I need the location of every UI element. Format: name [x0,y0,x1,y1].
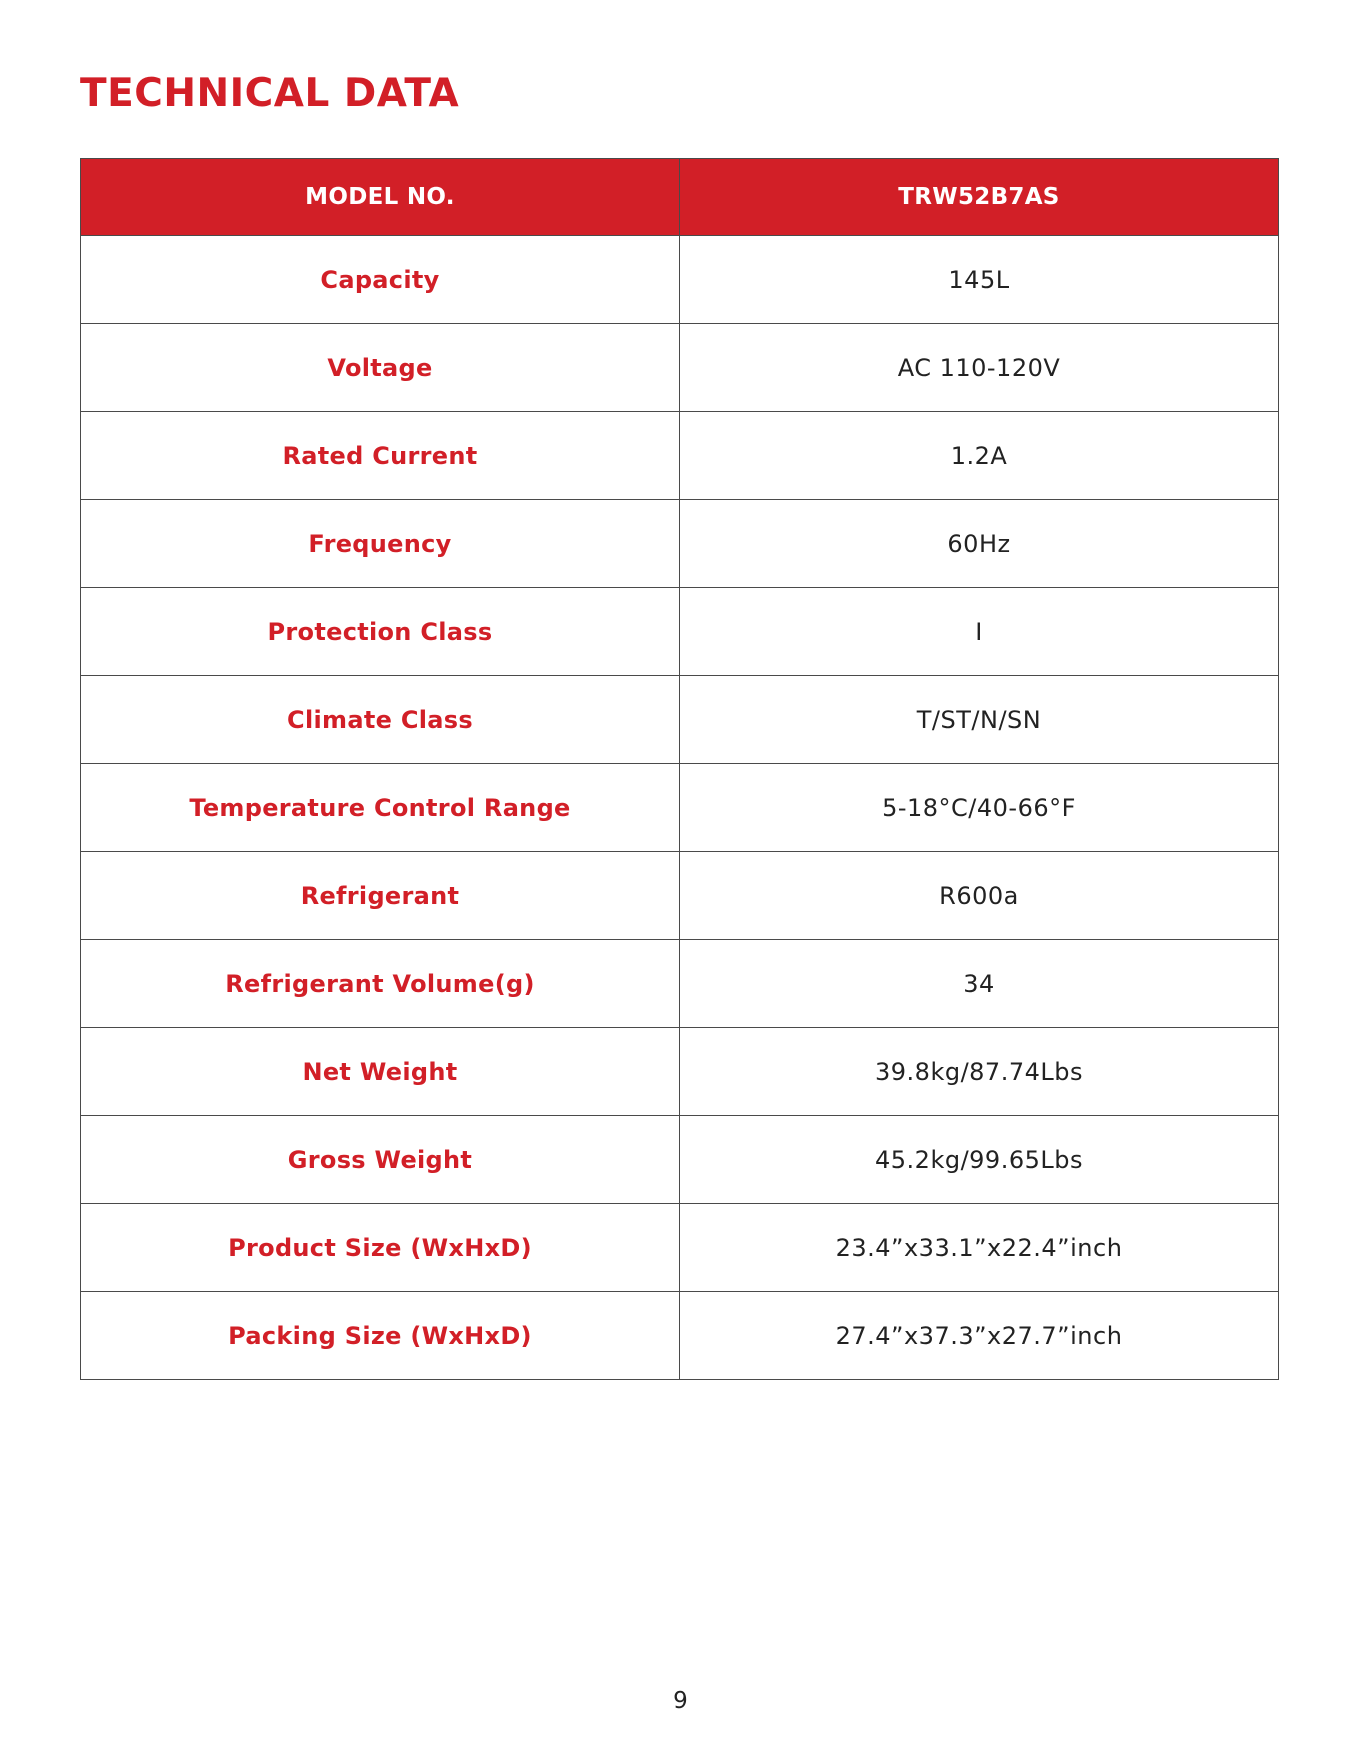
row-label: Capacity [81,236,680,324]
row-label: Product Size (WxHxD) [81,1204,680,1292]
table-row [81,852,1279,940]
row-label: Temperature Control Range [81,764,680,852]
table-row [81,412,1279,500]
header-label-cell: MODEL NO. [81,159,680,236]
header-model-cell: TRW52B7AS [680,159,1279,236]
table-row [81,676,1279,764]
row-value: 27.4”x37.3”x27.7”inch [680,1292,1279,1380]
row-value: 23.4”x33.1”x22.4”inch [680,1204,1279,1292]
table-row [81,1204,1279,1292]
row-value: I [680,588,1279,676]
row-value: AC 110-120V [680,324,1279,412]
row-value: 1.2A [680,412,1279,500]
row-value: R600a [680,852,1279,940]
row-value: 60Hz [680,500,1279,588]
technical-data-table [80,158,1279,1380]
table-row [81,236,1279,324]
page-title: TECHNICAL DATA [80,71,460,116]
row-value: 145L [680,236,1279,324]
table-header-row [81,159,1279,236]
table-row [81,500,1279,588]
row-value: 45.2kg/99.65Lbs [680,1116,1279,1204]
row-value: 39.8kg/87.74Lbs [680,1028,1279,1116]
row-value: 5-18°C/40-66°F [680,764,1279,852]
table-row [81,1028,1279,1116]
row-label: Refrigerant Volume(g) [81,940,680,1028]
table-row [81,1292,1279,1380]
row-label: Voltage [81,324,680,412]
row-label: Gross Weight [81,1116,680,1204]
row-label: Refrigerant [81,852,680,940]
row-label: Climate Class [81,676,680,764]
table-row [81,588,1279,676]
row-label: Packing Size (WxHxD) [81,1292,680,1380]
table-row [81,324,1279,412]
page-number: 9 [673,1688,688,1714]
table-row [81,940,1279,1028]
row-label: Protection Class [81,588,680,676]
row-label: Rated Current [81,412,680,500]
table-row [81,1116,1279,1204]
row-label: Frequency [81,500,680,588]
row-value: T/ST/N/SN [680,676,1279,764]
table-row [81,764,1279,852]
row-label: Net Weight [81,1028,680,1116]
row-value: 34 [680,940,1279,1028]
